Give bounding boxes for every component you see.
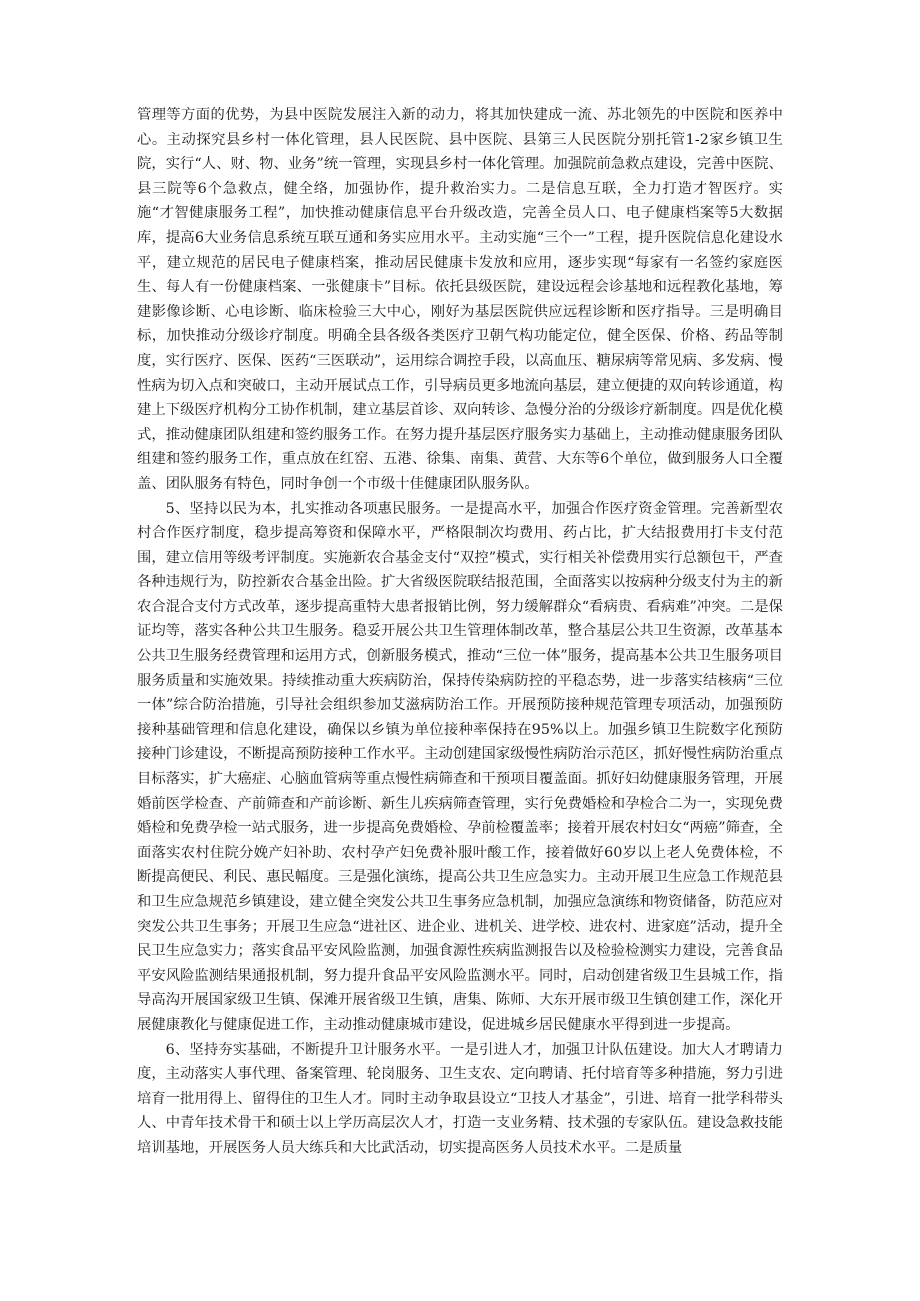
paragraph-3: 6、坚持夯实基础，不断提升卫计服务水平。一是引进人才，加强卫计队伍建设。加大人才聘请力度，主动落实人事代理、备案管理、轮岗服务、卫生支农、定向聘请、托付培育等多种措施，努力引进培育一批用得上、留得住的卫生人才。同时主动争取县设立“卫技人才基金”，引进、培育一批学科带头人、中青年技术骨干和硕士以上学历高层次人才，打造一支业务精、技术强的专家队伍。建设急救技能培训基地，开展医务人员大练兵和大比武活动，切实提高医务人员技术水平。二是质量 (137, 1041, 783, 1156)
document-body (137, 103, 783, 1161)
paragraph-1: 管理等方面的优势，为县中医院发展注入新的动力，将其加快建成一流、苏北领先的中医院和医养中心。主动探究县乡村一体化管理，县人民医院、县中医院、县第三人民医院分别托管1-2家乡镇卫生院，实行“人、财、物、业务”统一管理，实现县乡村一体化管理。加强院前急救点建设，完善中医院、县三院等6个急救点，健全络，加强协作，提升救治实力。二是信息互联，全力打造才智医疗。实施“才智健康服务工程”，加快推动健康信息平台升级改造，完善全员人口、电子健康档案等5大数据库，提高6大业务信息系统互联互通和务实应用水平。主动实施“三个一”工程，提升医院信息化建设水平，建立规范的居民电子健康档案，推动居民健康卡发放和应用，逐步实现“每家有一名签约家庭医生、每人有一份健康档案、一张健康卡”目标。依托县级医院，建设远程会诊基地和远程教化基地，筹建影像诊断、心电诊断、临床检验三大中心，刚好为基层医院供应远程诊断和医疗指导。三是明确目标，加快推动分级诊疗制度。明确全县各级各类医疗卫朝气构功能定位，健全医保、价格、药品等制度，实行医疗、医保、医药“三医联动”，运用综合调控手段，以高血压、糖尿病等常见病、多发病、慢性病为切入点和突破口，主动开展试点工作，引导病员更多地流向基层，建立便捷的双向转诊通道，构建上下级医疗机构分工协作机制，建立基层首诊、双向转诊、急慢分治的分级诊疗新制度。四是优化模式，推动健康团队组建和签约服务工作。在努力提升基层医疗服务实力基础上，主动推动健康服务团队组建和签约服务工作，重点放在红窑、五港、徐集、南集、黄营、大东等6个单位，做到服务人口全覆盖、团队服务有特色，同时争创一个市级十佳健康团队服务队。 (137, 107, 783, 492)
paragraph-2: 5、坚持以民为本，扎实推动各项惠民服务。一是提高水平，加强合作医疗资金管理。完善新型农村合作医疗制度，稳步提高筹资和保障水平，严格限制次均费用、药占比，扩大结报费用打卡支付范围，建立信用等级考评制度。实施新农合基金支付“双控”模式，实行相关补偿费用实行总额包干，严查各种违规行为，防控新农合基金出险。扩大省级医院联结报范围，全面落实以按病种分级支付为主的新农合混合支付方式改革，逐步提高重特大患者报销比例，努力缓解群众“看病贵、看病难”冲突。二是保证均等，落实各种公共卫生服务。稳妥开展公共卫生管理体制改革，整合基层公共卫生资源，改革基本公共卫生服务经费管理和运用方式，创新服务模式，推动“三位一体”服务，提高基本公共卫生服务项目服务质量和实施效果。持续推动重大疾病防治，保持传染病防控的平稳态势，进一步落实结核病“三位一体”综合防治措施，引导社会组织参加艾滋病防治工作。开展预防接种规范管理专项活动，加强预防接种基础管理和信息化建设，确保以乡镇为单位接种率保持在95%以上。加强乡镇卫生院数字化预防接种门诊建设，不断提高预防接种工作水平。主动创建国家级慢性病防治示范区，抓好慢性病防治重点目标落实，扩大癌症、心脑血管病等重点慢性病筛查和干预项目覆盖面。抓好妇幼健康服务管理，开展婚前医学检查、产前筛查和产前诊断、新生儿疾病筛查管理，实行免费婚检和孕检合二为一，实现免费婚检和免费孕检一站式服务，进一步提高免费婚检、孕前检覆盖率；接着开展农村妇女“两癌”筛查，全面落实农村住院分娩产妇补助、农村孕产妇免费补服叶酸工作，接着做好60岁以上老人免费体检，不断提高便民、利民、惠民幅度。三是强化演练，提高公共卫生应急实力。主动开展卫生应急工作规范县和卫生应急规范乡镇建设，建立健全突发公共卫生事务应急机制，加强应急演练和物资储备，防范应对突发公共卫生事务；开展卫生应急“进社区、进企业、进机关、进学校、进农村、进家庭”活动，提升全民卫生应急实力；落实食品平安风险监测，加强食源性疾病监测报告以及检验检测实力建设，完善食品平安风险监测结果通报机制，努力提升食品平安风险监测水平。同时，启动创建省级卫生县城工作，指导高沟开展国家级卫生镇、保滩开展省级卫生镇，唐集、陈师、大东开展市级卫生镇创建工作，深化开展健康教化与健康促进工作，主动推动健康城市建设，促进城乡居民健康水平得到进一步提高。 (137, 500, 783, 1033)
